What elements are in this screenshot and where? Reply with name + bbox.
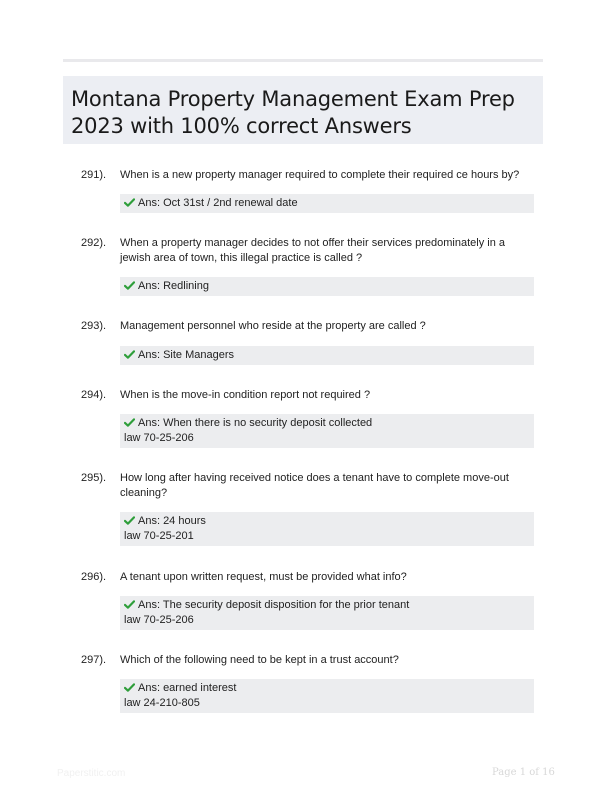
answer-text: Ans: When there is no security deposit collected (138, 417, 373, 429)
question-number: 292). (81, 237, 107, 249)
question-number: 295). (81, 472, 107, 484)
question-text: A tenant upon written request, must be provided what info? (120, 571, 407, 583)
checkmark-icon (124, 600, 135, 609)
top-divider (63, 59, 543, 62)
checkmark-icon (124, 418, 135, 427)
law-reference: law 70-25-206 (124, 614, 194, 626)
question-text: When a property manager decides to not offer their services predominately in a jewish area of town, this illegal practice is called ? (120, 237, 505, 264)
footer-watermark: Paperstitic.com (57, 768, 126, 779)
checkmark-icon (124, 516, 135, 525)
question-text: When is the move-in condition report not required ? (120, 389, 371, 401)
question-text: Management personnel who reside at the property are called ? (120, 320, 426, 332)
checkmark-icon (124, 683, 135, 692)
question-number: 297). (81, 654, 107, 666)
law-reference: law 70-25-201 (124, 530, 194, 542)
law-reference: law 24-210-805 (124, 697, 200, 709)
page-number: Page 1 of 16 (492, 767, 555, 778)
question-text: When is a new property manager required to complete their required ce hours by? (120, 169, 520, 181)
title-banner (63, 76, 543, 144)
answer-text: Ans: Redlining (138, 280, 209, 292)
answer-box (120, 596, 534, 630)
answer-box (120, 679, 534, 713)
answer-text: Ans: Site Managers (138, 349, 234, 361)
checkmark-icon (124, 350, 135, 359)
answer-text: Ans: 24 hours (138, 515, 206, 527)
question-number: 293). (81, 320, 107, 332)
answer-box (120, 277, 534, 296)
answer-text: Ans: Oct 31st / 2nd renewal date (138, 197, 298, 209)
answer-box (120, 194, 534, 213)
answer-text: Ans: The security deposit disposition for the prior tenant (138, 599, 410, 611)
answer-box (120, 414, 534, 448)
answer-box (120, 512, 534, 546)
question-number: 294). (81, 389, 107, 401)
checkmark-icon (124, 198, 135, 207)
law-reference: law 70-25-206 (124, 432, 194, 444)
document-title: Montana Property Management Exam Prep 2023 with 100% correct Answers (71, 87, 515, 138)
answer-text: Ans: earned interest (138, 682, 237, 694)
question-text: Which of the following need to be kept in a trust account? (120, 654, 399, 666)
question-number: 291). (81, 169, 107, 181)
checkmark-icon (124, 281, 135, 290)
answer-box (120, 346, 534, 365)
question-number: 296). (81, 571, 107, 583)
question-text: How long after having received notice does a tenant have to complete move-out cleaning? (120, 472, 509, 499)
